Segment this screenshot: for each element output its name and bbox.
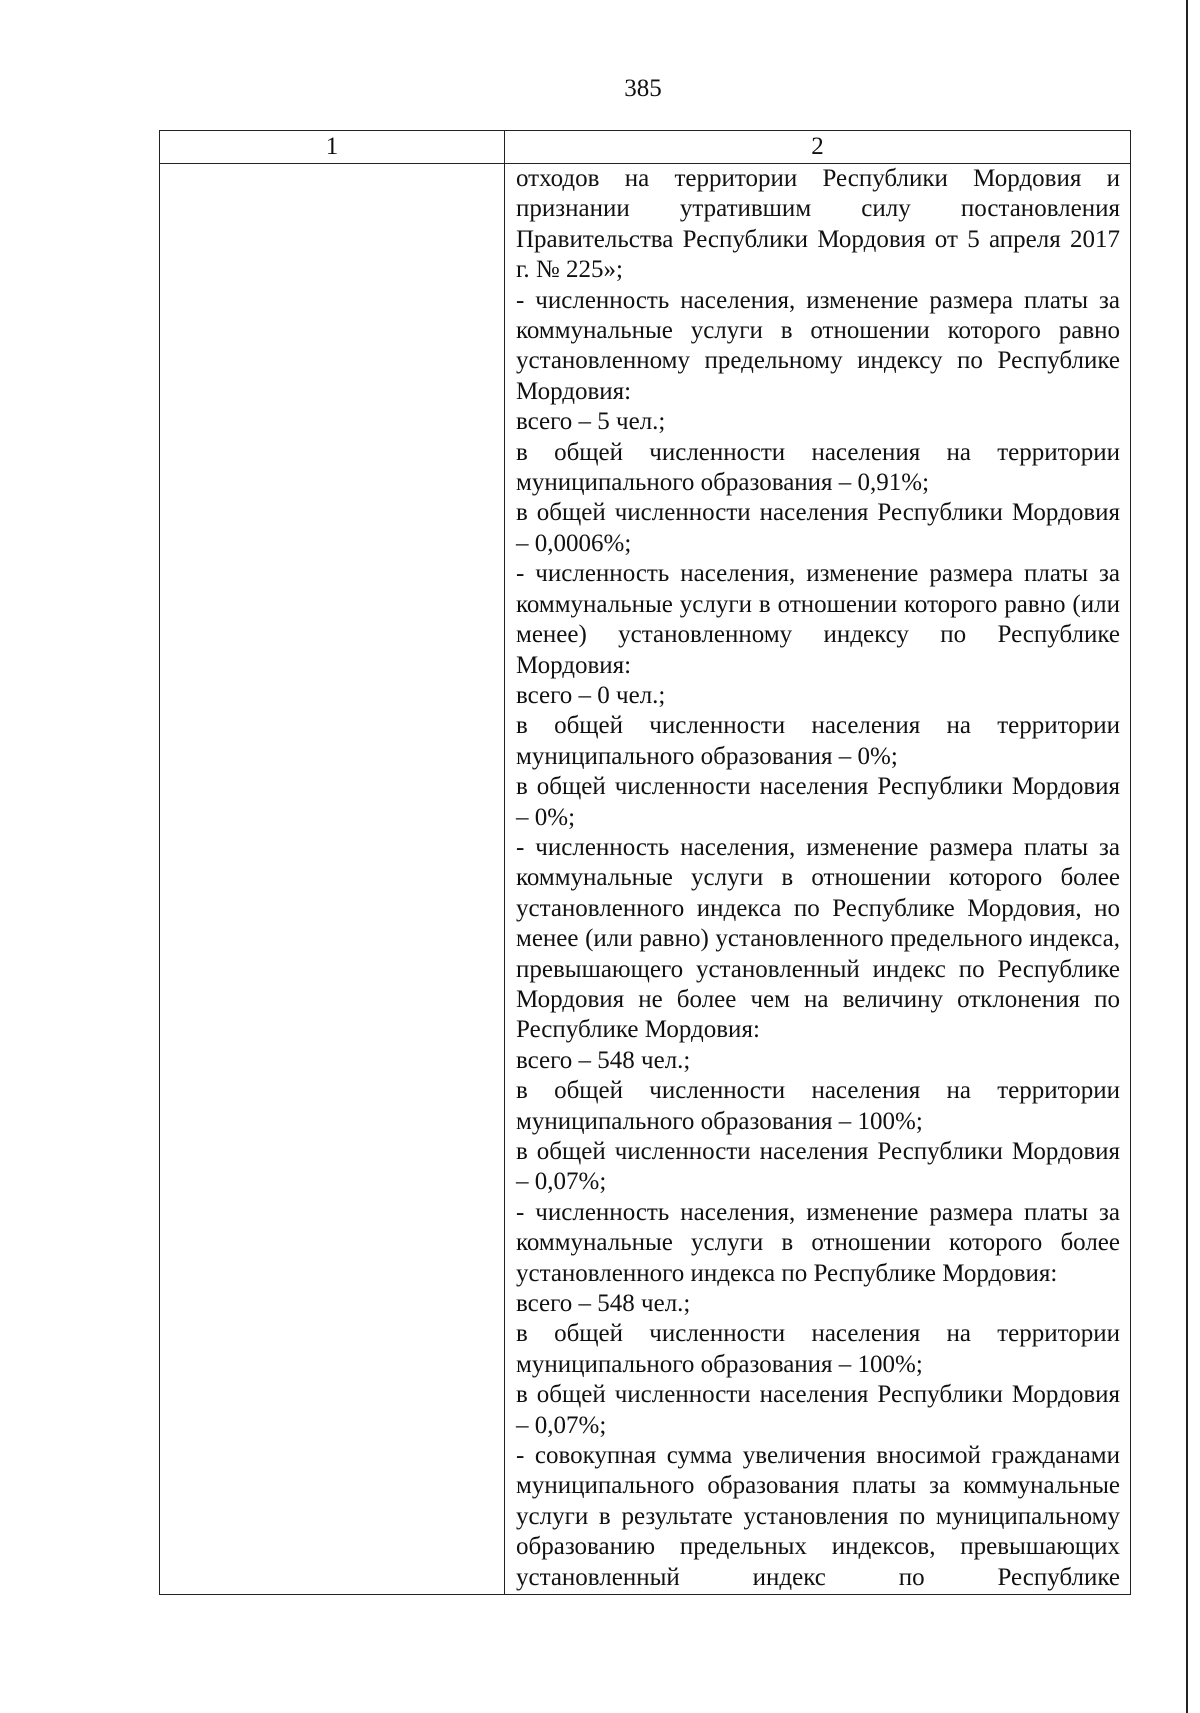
table-header-row (160, 131, 1131, 164)
column-1-cell (160, 164, 505, 1595)
paragraph: - численность населения, изменение размера платы за коммунальные услуги в отношении которого более установленного индекса по Республике Мордовия, но менее (или равно) установленного предельного индекса, превышающего установленный индекс по Республике Мордовия не более чем на величину отклонения по Республике Мордовия: (516, 833, 1120, 1044)
paragraph: в общей численности населения Республики Мордовия – 0,0006%; (516, 499, 1120, 557)
paragraph: - численность населения, изменение размера платы за коммунальные услуги в отношении которого равно установленному предельному индексу по Республике Мордовия: (516, 286, 1120, 405)
paragraph: в общей численности населения на территории муниципального образования – 0,91%; (516, 438, 1120, 497)
paragraph: в общей численности населения Республики Мордовия – 0%; (516, 773, 1120, 831)
paragraph: всего – 5 чел.; (516, 408, 666, 436)
paragraph: - численность населения, изменение размера платы за коммунальные услуги в отношении которого равно (или менее) установленному индексу по Республике Мордовия: (516, 560, 1120, 679)
column-header-1: 1 (160, 131, 505, 164)
paragraph: в общей численности населения на территории муниципального образования – 100%; (516, 1077, 1120, 1135)
paragraph: - численность населения, изменение размера платы за коммунальные услуги в отношении которого более установленного индекса по Республике Мордовия: (516, 1198, 1120, 1287)
paragraph: в общей численности населения Республики Мордовия – 0,07%; (516, 1381, 1120, 1439)
paragraph: - совокупная сумма увеличения вносимой гражданами муниципального образования платы за коммунальные услуги в результате установления по муниципальному образованию предельных индексов, превышающих установленный индекс по Республике (516, 1442, 1120, 1591)
column-header-2: 2 (505, 131, 1131, 164)
paragraph: всего – 0 чел.; (516, 681, 666, 709)
page-edge-line (1186, 0, 1188, 1713)
paragraph: в общей численности населения на территории муниципального образования – 0%; (516, 712, 1120, 770)
paragraph: всего – 548 чел.; (516, 1290, 691, 1318)
table-row (160, 164, 1131, 1595)
paragraph: в общей численности населения Республики Мордовия – 0,07%; (516, 1138, 1120, 1196)
column-2-text (516, 164, 1120, 1593)
paragraph: в общей численности населения на территории муниципального образования – 100%; (516, 1320, 1120, 1378)
paragraph: всего – 548 чел.; (516, 1046, 691, 1074)
document-table (159, 130, 1131, 1595)
column-2-cell (505, 164, 1131, 1595)
paragraph: отходов на территории Республики Мордовия и признании утратившим силу постановления Правительства Республики Мордовия от 5 апреля 2017 г. № 225»; (516, 165, 1120, 284)
page-number: 385 (624, 75, 662, 102)
